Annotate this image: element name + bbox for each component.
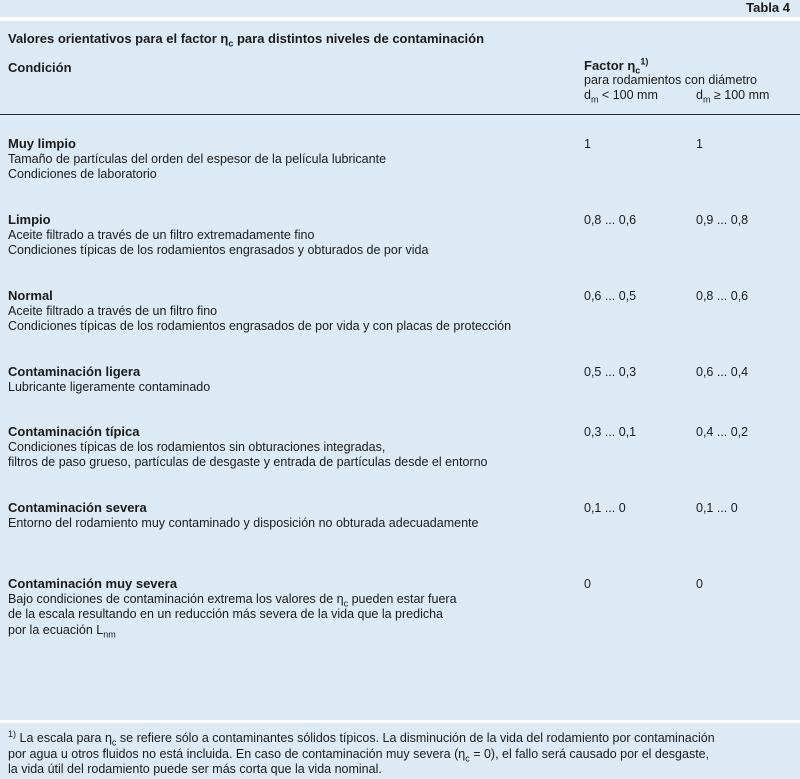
footnote-line: $^{1)}$ La escala para $\eta_c$ se refiere sólo a contaminantes sólidos típicos. La disminución de la vida del rodamiento por contaminación (8, 728, 715, 748)
factor-value-small: 0,6 ... 0,5 (584, 289, 637, 303)
condition-line: Entorno del rodamiento muy contaminado y disposición no obturada adecuadamente (8, 515, 479, 530)
factor-value-large: 0,6 ... 0,4 (696, 365, 749, 379)
factor-value-large: 0,9 ... 0,8 (696, 213, 749, 227)
condition-line: Aceite filtrado a través de un filtro extremadamente fino (8, 227, 315, 242)
condition-line: Aceite filtrado a través de un filtro fino (8, 303, 218, 318)
condition-cell (8, 136, 386, 183)
factor-value-small: 0 (584, 577, 591, 591)
condition-title: Contaminación típica (8, 424, 140, 439)
factor-value-large: 1 (696, 137, 703, 151)
condition-cell (8, 364, 210, 395)
header-rule (0, 114, 800, 115)
condition-cell (8, 500, 478, 531)
condition-line: por la ecuación $L_{nm}$ (8, 622, 116, 639)
condition-cell (8, 576, 457, 638)
condition-title: Normal (8, 288, 53, 303)
condition-line: Lubricante ligeramente contaminado (8, 379, 211, 394)
condition-cell (8, 424, 487, 471)
factor-value-small: 0,8 ... 0,6 (584, 213, 637, 227)
factor-value-small: 0,5 ... 0,3 (584, 365, 637, 379)
top-rule (0, 17, 800, 21)
condition-line: Condiciones de laboratorio (8, 167, 157, 181)
condition-title: Contaminación severa (8, 500, 147, 515)
table-number: Tabla 4 (746, 0, 790, 15)
factor-value-large: 0,1 ... 0 (696, 501, 738, 515)
condition-title: Muy limpio (8, 136, 76, 151)
footnote-line: la vida útil del rodamiento puede ser más corta que la vida nominal. (8, 762, 382, 776)
bottom-rule (0, 720, 800, 723)
condition-line: Condiciones típicas de los rodamientos sin obturaciones integradas, (8, 439, 386, 454)
dm-large-header: $d_m \ge 100$ mm (696, 88, 770, 105)
factor-value-large: 0 (696, 577, 703, 591)
factor-value-small: 0,3 ... 0,1 (584, 425, 637, 439)
condition-cell (8, 212, 428, 259)
footnote-line: por agua u otros fluidos no está incluida. En caso de contaminación muy severa $(\eta_c = 0)$, el fallo será causado por el desgaste, (8, 746, 710, 763)
factor-value-large: 0,4 ... 0,2 (696, 425, 749, 439)
condition-title: Contaminación ligera (8, 364, 141, 379)
condition-column-header: Condición (8, 60, 72, 75)
condition-line: Condiciones típicas de los rodamientos engrasados y obturados de por vida (8, 243, 429, 257)
factor-subtitle: para rodamientos con diámetro (584, 73, 758, 87)
dm-small-header: $d_m < 100$ mm (584, 88, 658, 105)
factor-value-small: 1 (584, 137, 591, 151)
condition-title: Contaminación muy severa (8, 576, 178, 591)
condition-line: de la escala resultando en un reducción más severa de la vida que la predicha (8, 607, 443, 621)
condition-line: filtros de paso grueso, partículas de desgaste y entrada de partículas desde el entorno (8, 455, 488, 469)
condition-line: Condiciones típicas de los rodamientos engrasados de por vida y con placas de protección (8, 319, 512, 333)
factor-value-large: 0,8 ... 0,6 (696, 289, 749, 303)
footnote (8, 728, 792, 778)
table-caption: Valores orientativos para el factor $\eta_c$ para distintos niveles de contaminación (8, 31, 485, 49)
condition-title: Limpio (8, 212, 51, 227)
condition-cell (8, 288, 511, 335)
factor-title: Factor $\eta_c^{1)}$ (584, 56, 649, 76)
factor-value-small: 0,1 ... 0 (584, 501, 626, 515)
factor-column-header (584, 56, 770, 105)
condition-line: Tamaño de partículas del orden del espesor de la película lubricante (8, 151, 387, 166)
condition-line: Bajo condiciones de contaminación extrema los valores de $\eta_c$ pueden estar fuera (8, 591, 457, 608)
